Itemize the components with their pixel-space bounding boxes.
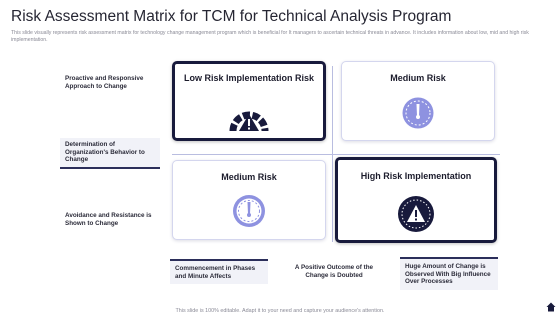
risk-card-title: Low Risk Implementation Risk	[183, 73, 315, 83]
row-label-2	[60, 138, 160, 169]
home-icon[interactable]	[546, 302, 556, 312]
row-label-text: Proactive and Responsive Approach to Change	[65, 75, 144, 90]
gauge-icon	[229, 193, 269, 229]
column-label-text: Huge Amount of Change is Observed With Big Influence Over Processes	[405, 263, 491, 285]
row-label-1	[60, 72, 160, 93]
column-label-1	[170, 259, 268, 284]
page-title: Risk Assessment Matrix for TCM for Technical Analysis Program	[11, 8, 452, 25]
risk-card-medium-top	[341, 61, 495, 141]
risk-card-low	[172, 61, 326, 141]
gauge-icon	[398, 96, 438, 130]
footer-note: This slide is 100% editable. Adapt it to your need and capture your audience's attention.	[175, 308, 385, 314]
column-label-2	[283, 260, 385, 283]
gauge-warning-icon	[227, 97, 271, 137]
risk-card-title: High Risk Implementation	[360, 171, 472, 181]
risk-card-high	[335, 157, 497, 243]
column-label-3	[400, 257, 498, 290]
gauge-warning-icon	[395, 193, 437, 235]
risk-card-medium-bottom	[172, 160, 326, 240]
row-label-text: Avoidance and Resistance is Shown to Change	[65, 212, 152, 227]
horizontal-divider	[172, 154, 500, 155]
risk-card-title: Medium Risk	[221, 172, 277, 182]
row-label-text: Determination of Organization's Behavior to Change	[65, 141, 145, 163]
page-subtitle: This slide visually represents risk assessment matrix for technology change management program which is beneficial for It managers to ascertain technical threats in advance. It includes information about low, mid and high risk implementation.	[11, 30, 529, 43]
risk-card-title: Medium Risk	[390, 73, 446, 83]
column-label-text: A Positive Outcome of the Change is Doubted	[294, 264, 374, 279]
row-label-3	[60, 209, 160, 230]
column-label-text: Commencement in Phases and Minute Affects	[175, 265, 256, 280]
